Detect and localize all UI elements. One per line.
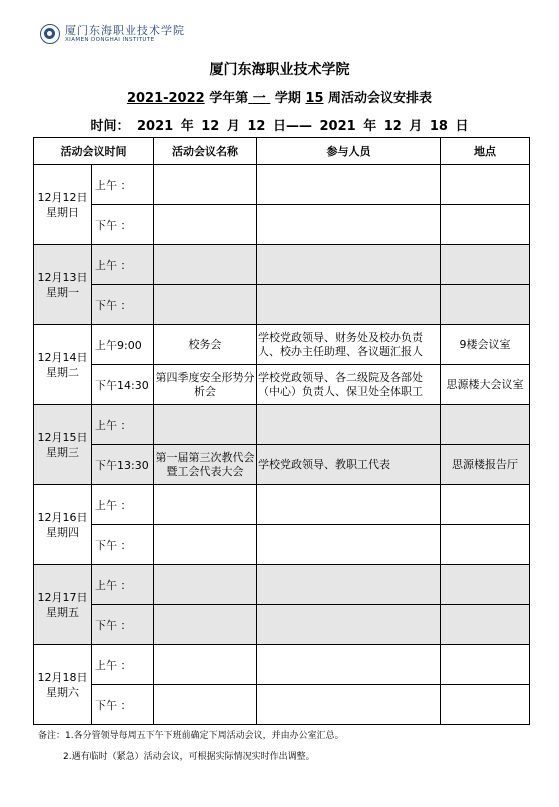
slot-time: 上午 ： [92, 485, 154, 525]
header-time: 活动会议时间 [34, 138, 154, 165]
day-date: 12月12日 [37, 190, 88, 204]
day-date-cell [34, 485, 92, 565]
meeting-place: 思源楼大会议室 [441, 365, 530, 405]
academic-year: 2021-2022 [126, 91, 205, 106]
meeting-people: 学校党政领导、教职工代表 [257, 445, 441, 485]
meeting-place [441, 405, 530, 445]
table-row [34, 205, 530, 245]
meeting-people [257, 685, 441, 725]
meeting-name: 第四季度安全形势分析会 [154, 365, 257, 405]
meeting-name [154, 285, 257, 325]
table-row [34, 245, 530, 285]
meeting-name: 校务会 [154, 325, 257, 365]
slot-time: 上午9:00 [92, 325, 154, 365]
table-row [34, 445, 530, 485]
meeting-place [441, 565, 530, 605]
slot-time: 下午 ： [92, 525, 154, 565]
day-weekday: 星期三 [46, 445, 79, 459]
week-suffix: 周活动会议安排表 [328, 91, 433, 106]
meeting-name [154, 525, 257, 565]
table-header-row [34, 138, 530, 165]
slot-time: 下午13:30 [92, 445, 154, 485]
table-row [34, 485, 530, 525]
table-row [34, 565, 530, 605]
header-people: 参与人员 [257, 138, 441, 165]
header-name: 活动会议名称 [154, 138, 257, 165]
meeting-people [257, 205, 441, 245]
week-prefix: 学期 [274, 91, 301, 106]
table-row [34, 605, 530, 645]
week-number: 15 [305, 91, 324, 106]
meeting-people [257, 245, 441, 285]
table-row [34, 525, 530, 565]
day-date-cell [34, 325, 92, 405]
schedule-time-range: 时间： 2021 年 12 月 12 日—— 2021 年 12 月 18 日 [90, 119, 469, 134]
day-weekday: 星期四 [46, 525, 79, 539]
day-weekday: 星期六 [46, 685, 79, 699]
meeting-name [154, 685, 257, 725]
meeting-people [257, 405, 441, 445]
table-row [34, 645, 530, 685]
day-date-cell [34, 645, 92, 725]
logo-chinese-name: 厦门东海职业技术学院 [65, 23, 185, 37]
day-weekday: 星期一 [46, 285, 79, 299]
slot-time: 上午 ： [92, 245, 154, 285]
meeting-people [257, 285, 441, 325]
note-line-1: 备注：1.各分管领导每周五下午下班前确定下周活动会议，并由办公室汇总。 [38, 731, 344, 741]
day-date: 12月15日 [37, 430, 88, 444]
day-date: 12月16日 [37, 510, 88, 524]
slot-time: 上午 ： [92, 565, 154, 605]
meeting-name [154, 405, 257, 445]
meeting-name [154, 245, 257, 285]
meeting-name [154, 565, 257, 605]
meeting-place [441, 285, 530, 325]
day-weekday: 星期二 [46, 365, 79, 379]
meeting-place [441, 245, 530, 285]
meeting-name [154, 605, 257, 645]
slot-time: 下午 ： [92, 685, 154, 725]
logo-english-name: XIAMEN DONGHAI INSTITUTE [65, 36, 155, 43]
table-row [34, 405, 530, 445]
day-date-cell [34, 165, 92, 245]
slot-time: 下午 ： [92, 205, 154, 245]
meeting-people [257, 645, 441, 685]
school-title: 厦门东海职业技术学院 [209, 62, 350, 78]
table-row [34, 165, 530, 205]
meeting-name [154, 645, 257, 685]
meeting-place [441, 605, 530, 645]
day-date: 12月14日 [37, 350, 88, 364]
slot-time: 上午 ： [92, 645, 154, 685]
meeting-place [441, 685, 530, 725]
meeting-people [257, 525, 441, 565]
slot-time: 上午 ： [92, 405, 154, 445]
meeting-place [441, 525, 530, 565]
meeting-people [257, 605, 441, 645]
notes [38, 726, 344, 768]
note-line-2: 2.遇有临时（紧急）活动会议，可根据实际情况实时作出调整。 [63, 752, 315, 762]
meeting-people: 学校党政领导、各二级院及各部处（中心）负责人、保卫处全体职工 [257, 365, 441, 405]
day-date-cell [34, 405, 92, 485]
table-row [34, 285, 530, 325]
day-weekday: 星期五 [46, 605, 79, 619]
table-row [34, 685, 530, 725]
meeting-place [441, 205, 530, 245]
day-date-cell [34, 245, 92, 325]
meeting-place [441, 165, 530, 205]
meeting-name [154, 205, 257, 245]
header-place: 地点 [441, 138, 530, 165]
slot-time: 下午 ： [92, 605, 154, 645]
schedule-table [33, 137, 530, 725]
table-row [34, 365, 530, 405]
meeting-name [154, 485, 257, 525]
meeting-people [257, 165, 441, 205]
day-weekday: 星期日 [46, 205, 79, 219]
day-date: 12月18日 [37, 670, 88, 684]
slot-time: 上午 ： [92, 165, 154, 205]
slot-time: 下午 ： [92, 285, 154, 325]
school-emblem-icon [40, 24, 60, 44]
term-prefix: 学年第 [209, 91, 249, 106]
table-row [34, 325, 530, 365]
slot-time: 下午14:30 [92, 365, 154, 405]
day-date: 12月13日 [37, 270, 88, 284]
meeting-people [257, 485, 441, 525]
schedule-title [0, 87, 559, 106]
meeting-place: 思源楼报告厅 [441, 445, 530, 485]
term-number: 一 [252, 91, 266, 106]
meeting-people: 学校党政领导、财务处及校办负责人、校办主任助理、各议题汇报人 [257, 325, 441, 365]
meeting-name [154, 165, 257, 205]
school-logo [40, 22, 185, 46]
day-date-cell [34, 565, 92, 645]
meeting-place: 9楼会议室 [441, 325, 530, 365]
meeting-place [441, 485, 530, 525]
meeting-name: 第一届第三次教代会暨工会代表大会 [154, 445, 257, 485]
meeting-place [441, 645, 530, 685]
meeting-people [257, 565, 441, 605]
day-date: 12月17日 [37, 590, 88, 604]
